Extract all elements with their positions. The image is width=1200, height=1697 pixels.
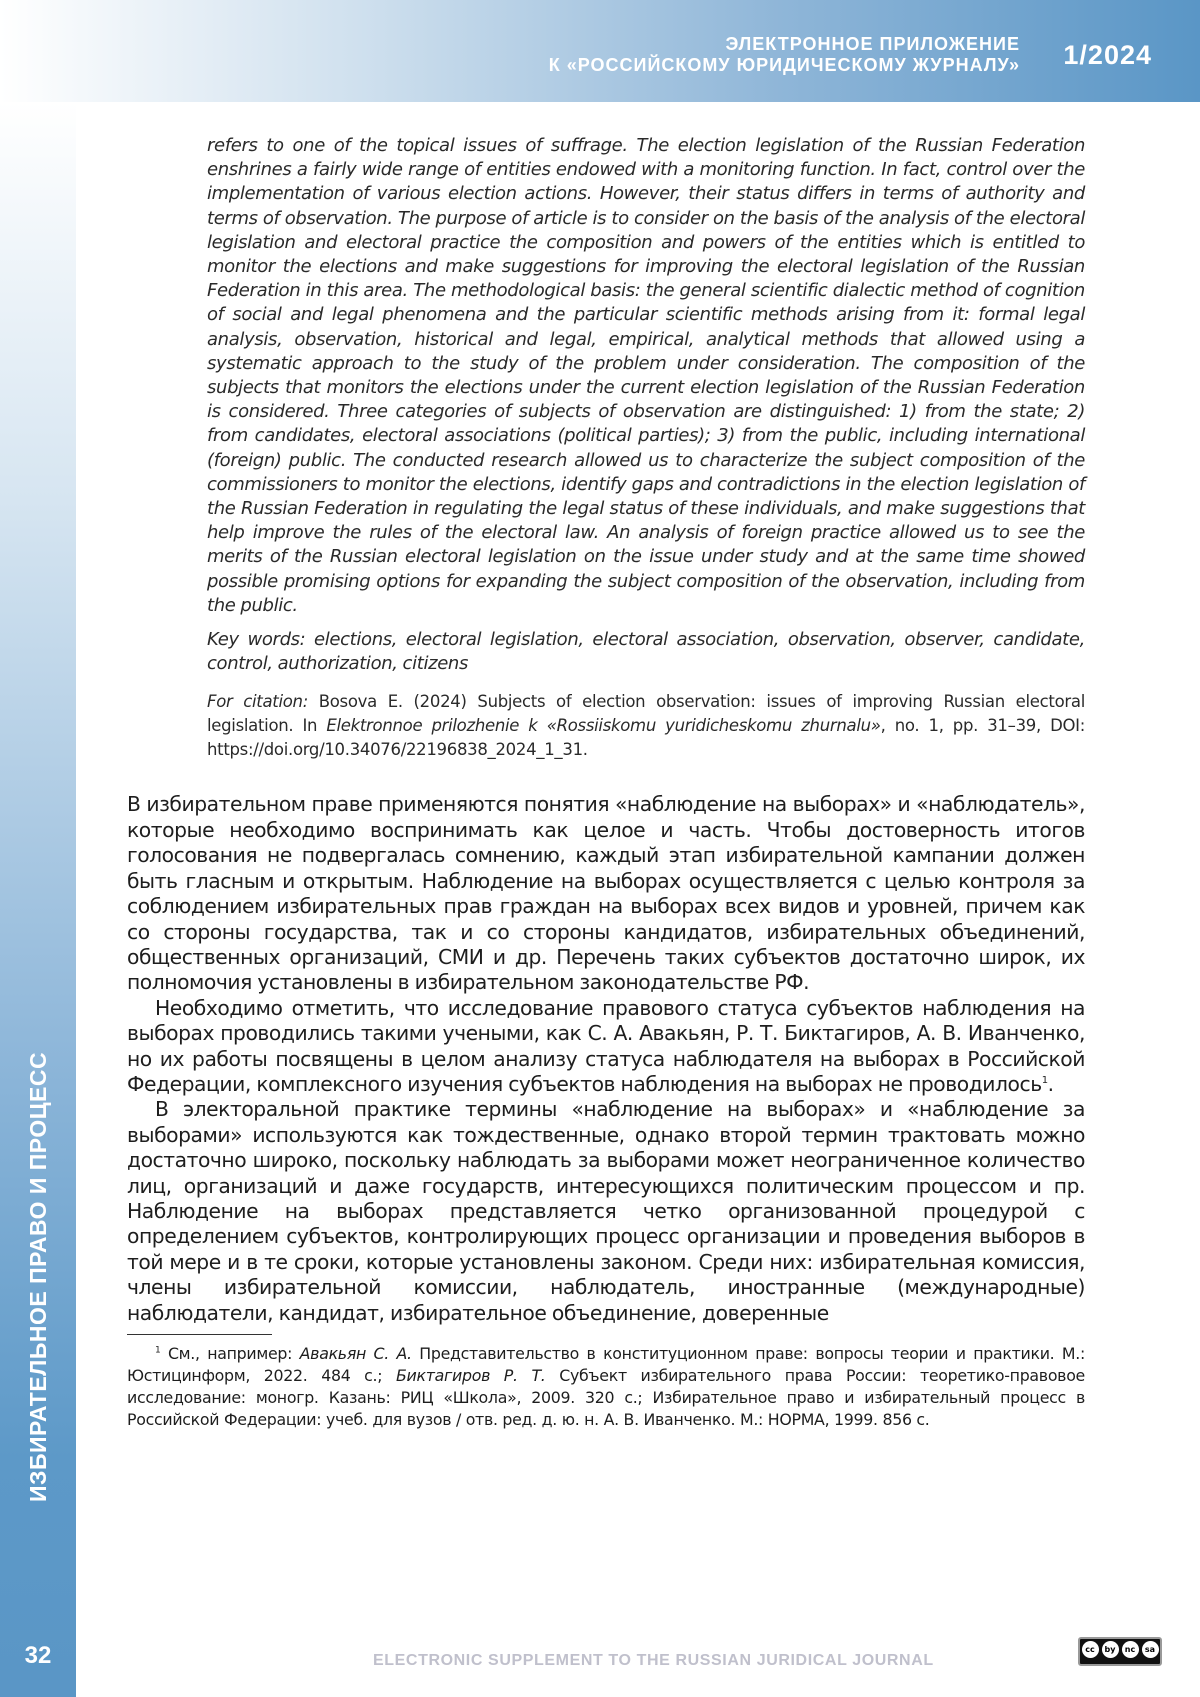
issue-number: 1/2024 xyxy=(1063,40,1152,70)
footnote-ref[interactable]: 1 xyxy=(1041,1075,1048,1087)
paragraph: В избирательном праве применяются понятия «наблюдение на выборах» и «наблюдатель», которые необходимо воспринимать как целое и часть. Чтобы достоверность итогов голосования не подвергалась сомнению, каждый этап избирательной кампании должен быть гласным и открытым. Наблюдение на выборах осуществляется с целью контроля за соблюдением избирательных прав граждан на выборах всех видов и уровней, причем как со стороны государства, так и со стороны кандидатов, избирательных объединений, общественных организаций, СМИ и др. Перечень таких субъектов достаточно широк, их полномочия установлены в избирательном законодательстве РФ. xyxy=(127,792,1085,995)
fn-author: Биктагиров Р. Т. xyxy=(396,1366,546,1385)
page-number: 32 xyxy=(24,1642,52,1669)
paragraph-text: Необходимо отметить, что исследование правового статуса субъектов наблюдения на выборах проводились такими учеными, как С. А. Авакьян, Р. Т. Биктагиров, А. В. Иванченко, но их работы посвящены в целом анализу статуса наблюдателя на выборах в Российской Федерации, комплексного изучения субъектов наблюдения на выборах не проводилось xyxy=(127,995,1085,1096)
journal-title xyxy=(549,34,1020,76)
journal-title-line2: К «РОССИЙСКОМУ ЮРИДИЧЕСКОМУ ЖУРНАЛУ» xyxy=(548,55,1020,75)
sidebar-strip xyxy=(0,102,76,1697)
keywords: Key words: elections, electoral legislation, electoral association, observation, observer, candidate, control, authorization, citizens xyxy=(207,629,1085,675)
abstract xyxy=(207,134,1085,676)
footnote-divider xyxy=(127,1334,272,1335)
page-header xyxy=(0,0,1200,102)
article-body xyxy=(127,792,1085,1326)
citation-label: For citation: xyxy=(207,692,308,712)
fn-text: См., например: xyxy=(160,1344,300,1363)
citation-doi: , no. 1, pp. 31–39, DOI: https://doi.org/10.34076/22196838_2024_1_31. xyxy=(207,716,1085,760)
section-title: ИЗБИРАТЕЛЬНОЕ ПРАВО И ПРОЦЕСС xyxy=(25,1051,51,1502)
sa-icon: sa xyxy=(1142,1641,1159,1658)
journal-title-line1: ЭЛЕКТРОННОЕ ПРИЛОЖЕНИЕ xyxy=(725,34,1020,54)
paragraph-end: . xyxy=(1047,1071,1054,1096)
citation xyxy=(207,690,1085,762)
fn-text: Представительство в конституционном праве: вопросы теории и практики. М.: Юстицинформ, 2022. 484 с.; xyxy=(127,1344,1085,1385)
cc-icon: cc xyxy=(1082,1641,1099,1658)
footer-journal-name: ELECTRONIC SUPPLEMENT TO THE RUSSIAN JURIDICAL JOURNAL xyxy=(373,1652,934,1669)
fn-author: Авакьян С. А. xyxy=(299,1344,412,1363)
citation-text: Bosova E. (2024) Subjects of election observation: issues of improving Russian electoral legislation. In xyxy=(207,692,1085,736)
paragraph: В электоральной практике термины «наблюдение на выборах» и «наблюдение за выборами» используются как тождественные, однако второй термин трактовать можно достаточно широко, поскольку наблюдать за выборами может неограниченное количество лиц, организаций и даже государств, интересующихся политическим процессом и пр. Наблюдение на выборах представляется четко организованной процедурой с определением субъектов, контролирующих процесс организации и проведения выборов в той мере и в те сроки, которые установлены законом. Среди них: избирательная комиссия, члены избирательной комиссии, наблюдатель, иностранные (международные) наблюдатели, кандидат, избирательное объединение, доверенные xyxy=(127,1097,1085,1325)
citation-journal: Elektronnoe prilozhenie k «Rossiiskomu yuridicheskomu zhurnalu» xyxy=(326,716,881,736)
footnote xyxy=(127,1343,1085,1431)
fn-text: Субъект избирательного права России: теоретико-правовое исследование: моногр. Казань: РИЦ «Школа», 2009. 320 с.; Избирательное право и избирательный процесс в Российской Федерации: учеб. для вузов / отв. ред. д. ю. н. А. В. Иванченко. М.: НОРМА, 1999. 856 с. xyxy=(127,1366,1085,1429)
cc-license-icon xyxy=(1078,1637,1162,1666)
by-icon: by xyxy=(1102,1641,1119,1658)
paragraph xyxy=(127,996,1085,1098)
content-column xyxy=(127,134,1085,1431)
abstract-text: refers to one of the topical issues of suffrage. The election legislation of the Russian Federation enshrines a fairly wide range of entities endowed with a monitoring function. In fact, control over the implementation of various election actions. However, their status differs in terms of authority and terms of observation. The purpose of article is to consider on the basis of the analysis of the electoral legislation and electoral practice the composition and powers of the entities which is entitled to monitor the elections and make suggestions for improving the electoral legislation of the Russian Federation in this area. The methodological basis: the general scientific dialectic method of cognition of social and legal phenomena and the particular scientific methods arising from it: formal legal analysis, observation, historical and legal, empirical, analytical methods that allowed using a systematic approach to the study of the problem under consideration. The composition of the subjects that monitors the elections under the current election legislation of the Russian Federation is considered. Three categories of subjects of observation are distinguished: 1) from the state; 2) from candidates, electoral associations (political parties); 3) from the public, including international (foreign) public. The conducted research allowed us to characterize the subject composition of the commissioners to monitor the elections, identify gaps and contradictions in the election legislation of the Russian Federation in regulating the legal status of these individuals, and make suggestions that help improve the rules of the electoral law. An analysis of foreign practice allowed us to see the merits of the Russian electoral legislation on the issue under study and at the same time showed possible promising options for expanding the subject composition of the observation, including from the public. xyxy=(207,135,1085,616)
footnote-number: 1 xyxy=(155,1345,161,1356)
nc-icon: nc xyxy=(1122,1641,1139,1658)
